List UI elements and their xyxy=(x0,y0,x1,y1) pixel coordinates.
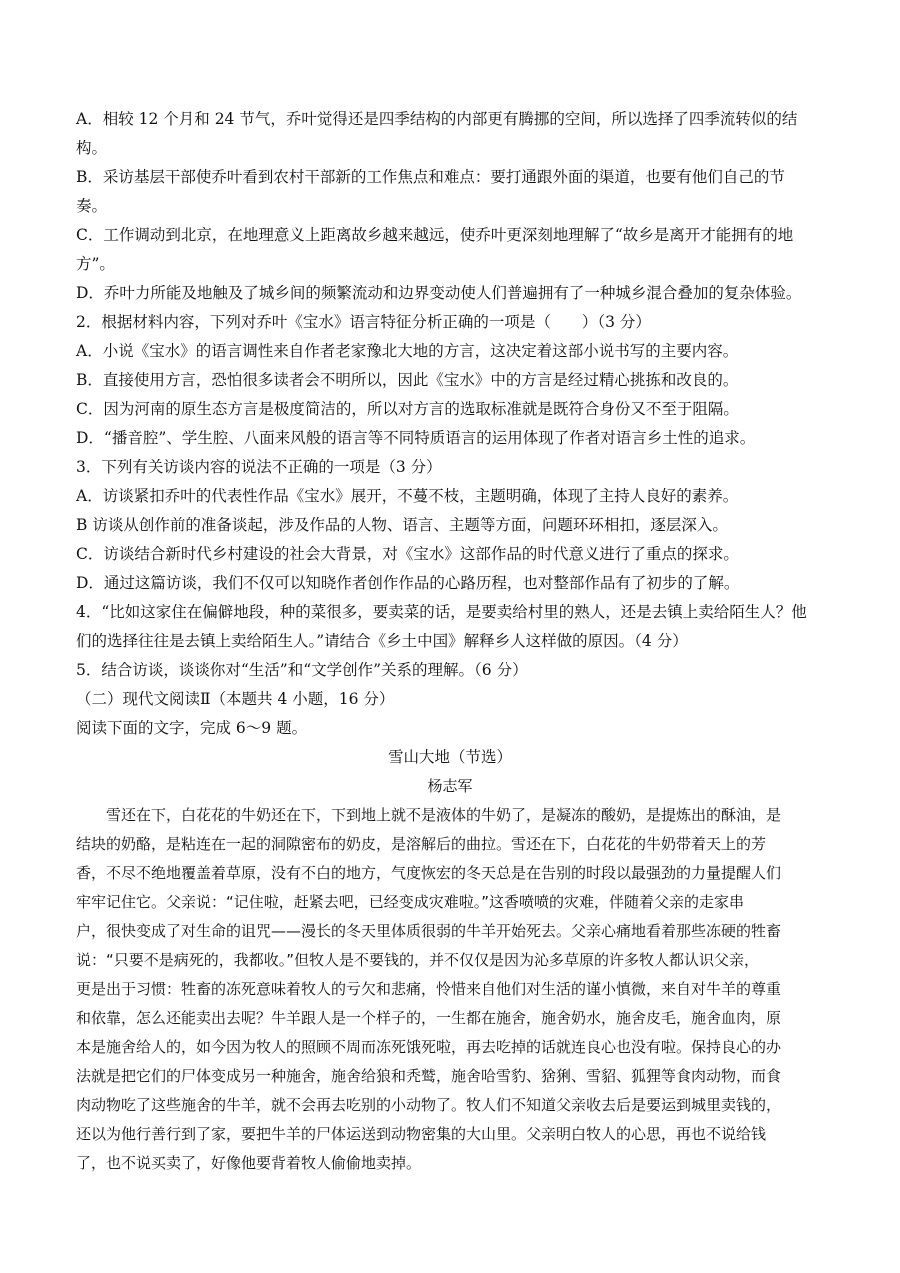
q1-option-d: D．乔叶力所能及地触及了城乡间的频繁流动和边界变动使人们普遍拥有了一种城乡混合叠加的复杂体验。 xyxy=(76,284,802,302)
q2-stem: 2．根据材料内容，下列对乔叶《宝水》语言特征分析正确的一项是（ ）（3 分） xyxy=(76,313,651,331)
article-line-1: 雪还在下，白花花的牛奶还在下，下到地上就不是液体的牛奶了，是凝冻的酸奶，是提炼出的酥油，是 xyxy=(76,806,782,824)
article-author: 杨志军 xyxy=(427,777,473,795)
article-line-4: 牢牢记住它。父亲说：“记住啦，赶紧去吧，已经变成灾难啦。”这香喷喷的灾难，伴随着父亲的走家串 xyxy=(76,893,745,911)
q1-option-b-line2: 奏。 xyxy=(76,197,108,215)
q1-option-c-line2: 方”。 xyxy=(76,255,115,273)
article-line-2: 结块的奶酪，是粘连在一起的洞隙密布的奶皮，是溶解后的曲拉。雪还在下，白花花的牛奶带着天上的芳 xyxy=(76,835,767,853)
q1-option-a-line2: 构。 xyxy=(76,139,108,157)
q3-stem: 3．下列有关访谈内容的说法不正确的一项是（3 分） xyxy=(76,458,442,476)
article-line-5: 户，很快变成了对生命的诅咒——漫长的冬天里体质很弱的牛羊开始死去。父亲心痛地看着那些冻硬的牲畜 xyxy=(76,922,782,940)
article-line-12: 还以为他行善行到了家，要把牛羊的尸体运送到动物密集的大山里。父亲明白牧人的心思，再也不说给钱 xyxy=(76,1125,767,1143)
q3-option-d: D．通过这篇访谈，我们不仅可以知晓作者创作作品的心路历程，也对整部作品有了初步的了解。 xyxy=(76,574,740,592)
article-line-6: 说：“只要不是病死的，我都收。”但牧人是不要钱的，并不仅仅是因为沁多草原的许多牧人都认识父亲， xyxy=(76,951,760,969)
article-line-7: 更是出于习惯：牲畜的冻死意味着牧人的亏欠和悲痛，怜惜来自他们对生活的谨小慎微，来自对牛羊的尊重 xyxy=(76,980,782,998)
article-title: 雪山大地（节选） xyxy=(387,748,512,766)
q2-option-b: B．直接使用方言，恐怕很多读者会不明所以，因此《宝水》中的方言是经过精心挑拣和改良的。 xyxy=(76,371,739,389)
q4-line1: 4．“比如这家住在偏僻地段，种的菜很多，要卖菜的话，是要卖给村里的熟人，还是去镇上卖给陌生人？他 xyxy=(76,603,807,621)
article-line-3: 香，不尽不绝地覆盖着草原，没有不白的地方，气度恢宏的冬天总是在告别的时段以最强劲的力量提醒人们 xyxy=(76,864,782,882)
article-line-9: 本是施舍给人的，如今因为牧人的照顾不周而冻死饿死啦，再去吃掉的话就连良心也没有啦。保持良心的办 xyxy=(76,1038,782,1056)
section-heading: （二）现代文阅读Ⅱ（本题共 4 小题，16 分） xyxy=(76,690,395,708)
q2-option-a: A．小说《宝水》的语言调性来自作者老家豫北大地的方言，这决定着这部小说书写的主要内容。 xyxy=(76,342,739,360)
q2-option-c: C．因为河南的原生态方言是极度简洁的，所以对方言的选取标准就是既符合身份又不至于阻隔。 xyxy=(76,400,739,418)
q1-option-a-line1: A．相较 12 个月和 24 节气，乔叶觉得还是四季结构的内部更有腾挪的空间，所以选择了四季流转似的结 xyxy=(76,110,798,128)
q3-option-b: B 访谈从创作前的准备谈起，涉及作品的人物、语言、主题等方面，问题环环相扣，逐层深入。 xyxy=(76,516,728,534)
q3-option-a: A．访谈紧扣乔叶的代表性作品《宝水》展开，不蔓不枝，主题明确，体现了主持人良好的素养。 xyxy=(76,487,739,505)
q2-option-d: D．“播音腔”、学生腔、八面来风般的语言等不同特质语言的运用体现了作者对语言乡土性的追求。 xyxy=(76,429,756,447)
q5: 5．结合访谈，谈谈你对“生活”和“文学创作”关系的理解。（6 分） xyxy=(76,661,528,679)
q1-option-b-line1: B．采访基层干部使乔叶看到农村干部新的工作焦点和难点：要打通跟外面的渠道，也要有他们自己的节 xyxy=(76,168,785,186)
article-line-8: 和依靠，怎么还能卖出去呢？牛羊跟人是一个样子的，一生都在施舍，施舍奶水，施舍皮毛，施舍血肉，原 xyxy=(76,1009,782,1027)
q1-option-c-line1: C．工作调动到北京，在地理意义上距离故乡越来越远，使乔叶更深刻地理解了“故乡是离开才能拥有的地 xyxy=(76,226,794,244)
q4-line2: 们的选择往往是去镇上卖给陌生人。”请结合《乡土中国》解释乡人这样做的原因。（4 分） xyxy=(76,632,688,650)
q3-option-c: C．访谈结合新时代乡村建设的社会大背景，对《宝水》这部作品的时代意义进行了重点的探求。 xyxy=(76,545,739,563)
article-line-13: 了，也不说买卖了，好像他要背着牧人偷偷地卖掉。 xyxy=(76,1154,422,1172)
article-line-11: 肉动物吃了这些施舍的牛羊，就不会再去吃别的小动物了。牧人们不知道父亲收去后是要运到城里卖钱的， xyxy=(76,1096,782,1114)
section-instruction: 阅读下面的文字，完成 6～9 题。 xyxy=(76,719,308,737)
article-line-10: 法就是把它们的尸体变成另一种施舍，施舍给狼和秃鹫，施舍哈雪豹、猞猁、雪貂、狐狸等食肉动物，而食 xyxy=(76,1067,782,1085)
